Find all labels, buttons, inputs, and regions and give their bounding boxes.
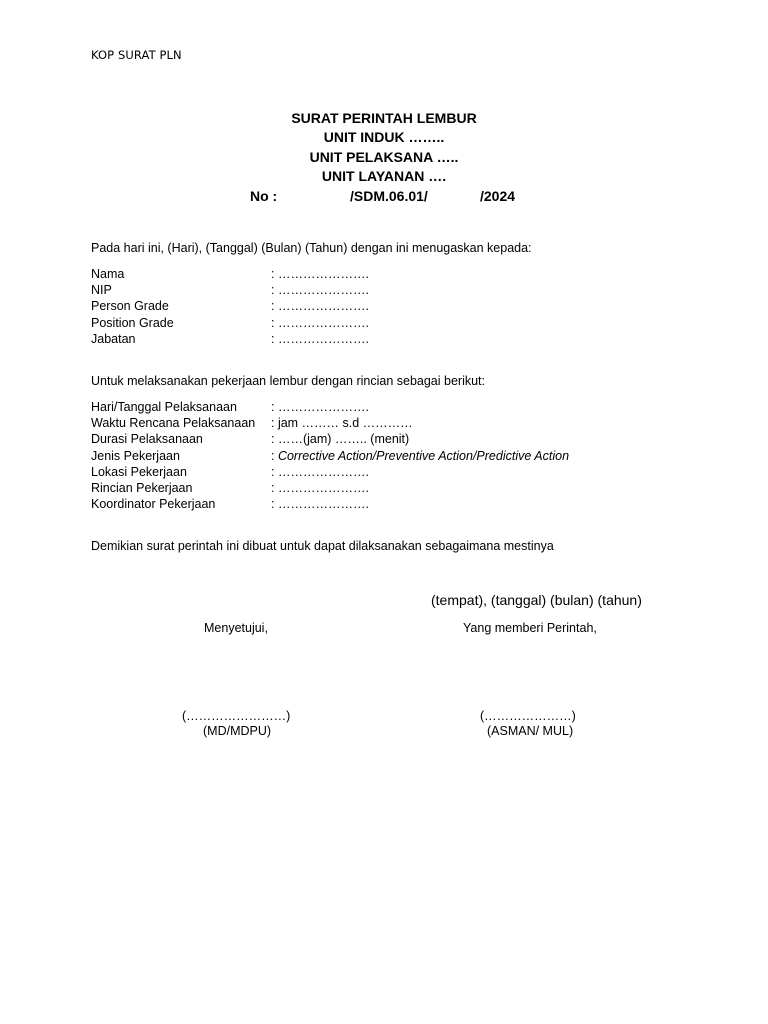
field-colon: :: [271, 448, 278, 463]
issuer-role: (ASMAN/ MUL): [487, 724, 574, 738]
closing-paragraph: Demikian surat perintah ini dibuat untuk dapat dilaksanakan sebagaimana mestinya: [91, 539, 554, 553]
work-type-options: Corrective Action/Preventive Action/Predictive Action: [277, 448, 570, 463]
field-label: Koordinator Pekerjaan: [91, 497, 216, 512]
field-label: Durasi Pelaksanaan: [91, 432, 203, 447]
document-title: [0, 109, 768, 206]
field-label: Jenis Pekerjaan: [91, 448, 180, 463]
field-label: Rincian Pekerjaan: [91, 480, 193, 495]
field-label: Nama: [91, 267, 125, 281]
field-value: : ………………….: [271, 283, 369, 298]
number-label: No :: [250, 187, 278, 204]
issuer-signature-blank: (…………………): [480, 709, 576, 723]
field-value: : ………………….: [271, 267, 369, 281]
field-label: Position Grade: [91, 315, 174, 330]
title-line-2: UNIT INDUK ……..: [323, 129, 445, 146]
field-label: NIP: [91, 283, 112, 298]
issuer-heading: Yang memberi Perintah,: [463, 621, 597, 635]
intro-paragraph: Pada hari ini, (Hari), (Tanggal) (Bulan) (Tahun) dengan ini menugaskan kepada:: [91, 241, 532, 255]
field-label: Waktu Rencana Pelaksanaan: [91, 416, 256, 431]
number-year: /2024: [480, 187, 516, 204]
task-intro-paragraph: Untuk melaksanakan pekerjaan lembur dengan rincian sebagai berikut:: [91, 374, 485, 388]
approver-signature-blank: (……………………): [182, 709, 291, 723]
approver-heading: Menyetujui,: [204, 621, 268, 635]
field-label: Hari/Tanggal Pelaksanaan: [91, 400, 237, 414]
title-line-1: SURAT PERINTAH LEMBUR: [291, 110, 477, 126]
place-date-line: (tempat), (tanggal) (bulan) (tahun): [431, 592, 642, 608]
field-value: : ………………….: [271, 400, 369, 414]
field-value: : ………………….: [271, 315, 369, 330]
field-value: [271, 448, 569, 464]
field-value: : ………………….: [271, 464, 369, 479]
field-value: : ……(jam) …….. (menit): [271, 432, 410, 447]
document-number-line: [0, 187, 768, 206]
field-value: : ………………….: [271, 497, 369, 512]
field-value: : ………………….: [271, 299, 369, 314]
field-value: : ………………….: [271, 480, 369, 495]
approver-role: (MD/MDPU): [203, 724, 272, 738]
field-label: Jabatan: [91, 331, 136, 346]
field-label: Lokasi Pekerjaan: [91, 464, 187, 479]
field-label: Person Grade: [91, 299, 169, 314]
field-value: : jam ……… s.d …………: [271, 416, 413, 431]
number-code: /SDM.06.01/: [350, 187, 428, 204]
title-line-3: UNIT PELAKSANA …..: [309, 148, 459, 165]
letterhead-text: KOP SURAT PLN: [91, 48, 182, 62]
title-line-4: UNIT LAYANAN ….: [321, 168, 447, 185]
field-value: : ………………….: [271, 331, 369, 346]
